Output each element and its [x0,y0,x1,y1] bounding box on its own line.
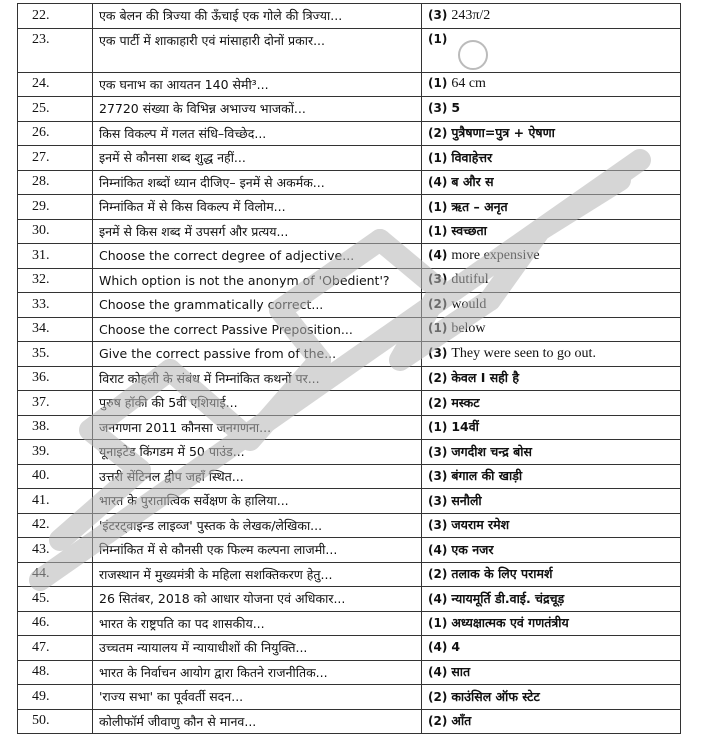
answer-text: न्यायमूर्ति डी.वाई. चंद्रचूड़ [451,590,565,606]
answer-cell [422,464,681,489]
answer-text: more expensive [451,247,540,263]
answer-cell [422,391,681,416]
answer-option: (3) [428,493,448,508]
table-row [18,317,681,342]
table-row [18,244,681,269]
table-row [18,4,681,29]
question-number: 50. [18,709,93,734]
answer-text: 5 [451,100,461,116]
question-text: भारत के पुरातात्विक सर्वेक्षण के हालिया... [93,489,422,514]
answer-text: बंगाल की खाड़ी [451,468,523,484]
table-row [18,28,681,72]
question-number: 32. [18,268,93,293]
answer-option: (3) [428,469,448,484]
answer-cell [422,660,681,685]
answer-cell [422,317,681,342]
question-text: Choose the grammatically correct... [93,293,422,318]
answer-text: मस्कट [451,394,480,410]
answer-cell [422,562,681,587]
answer-text: ब और स [451,174,494,190]
answer-option: (3) [428,272,448,287]
table-row [18,611,681,636]
question-number: 22. [18,4,93,29]
question-text: कोलीफॉर्म जीवाणु कौन से मानव... [93,709,422,734]
table-row [18,391,681,416]
answer-option: (2) [428,371,448,386]
answer-cell [422,587,681,612]
answer-cell [422,415,681,440]
question-text: भारत के राष्ट्रपति का पद शासकीय... [93,611,422,636]
answer-cell [422,219,681,244]
question-text: इनमें से कौनसा शब्द शुद्ध नहीं... [93,146,422,171]
question-text: विराट कोहली के संबंध में निम्नांकित कथनों पर... [93,366,422,391]
question-text: एक घनाभ का आयतन 140 सेमी³... [93,72,422,97]
question-number: 30. [18,219,93,244]
question-text: Choose the correct Passive Preposition... [93,317,422,342]
question-text: निम्नांकित में से कौनसी एक फिल्म कल्पना लाजमी... [93,538,422,563]
table-row [18,268,681,293]
question-text: 27720 संख्या के विभिन्न अभाज्य भाजकों... [93,97,422,122]
answer-text: पुत्रैषणा=पुत्र + ऐषणा [451,125,555,141]
question-number: 23. [18,28,93,72]
answer-option: (4) [428,665,448,680]
answer-option: (4) [428,591,448,606]
question-number: 38. [18,415,93,440]
answer-text: तलाक के लिए परामर्श [451,566,553,582]
answer-cell [422,97,681,122]
table-row [18,170,681,195]
question-text: भारत के निर्वाचन आयोग द्वारा कितने राजनीतिक... [93,660,422,685]
question-text: किस विकल्प में गलत संधि–विच्छेद... [93,121,422,146]
answer-cell [422,685,681,710]
answer-key-sheet [17,3,681,734]
question-text: पुरुष हॉकी की 5वीं एशियाई... [93,391,422,416]
answer-option: (1) [428,321,448,336]
answer-text: 243π/2 [451,7,491,23]
question-text: Choose the correct degree of adjective... [93,244,422,269]
answer-text: dutiful [451,272,489,288]
answer-cell [422,636,681,661]
answer-option: (1) [428,31,448,46]
answer-text: जयराम रमेश [451,517,510,533]
answer-text: 14वीं [451,419,479,435]
table-row [18,660,681,685]
table-row [18,685,681,710]
answer-cell [422,611,681,636]
question-number: 41. [18,489,93,514]
answer-text: केवल I सही है [451,370,520,386]
answer-option: (3) [428,444,448,459]
table-row [18,146,681,171]
question-number: 33. [18,293,93,318]
answer-option: (3) [428,518,448,533]
question-number: 27. [18,146,93,171]
answer-cell [422,195,681,220]
answer-text: would [451,296,487,312]
answer-cell [422,146,681,171]
answer-cell [422,366,681,391]
table-row [18,121,681,146]
answer-cell [422,170,681,195]
answer-cell [422,268,681,293]
answer-text: अध्यक्षात्मक एवं गणतंत्रीय [451,615,569,631]
table-row [18,342,681,367]
answer-text: स्वच्छता [451,223,487,239]
question-number: 34. [18,317,93,342]
table-row [18,440,681,465]
table-row [18,538,681,563]
table-row [18,587,681,612]
question-number: 35. [18,342,93,367]
answer-text: 64 cm [451,76,486,92]
question-number: 43. [18,538,93,563]
answer-option: (3) [428,7,448,22]
answer-option: (2) [428,395,448,410]
answer-cell [422,538,681,563]
table-row [18,72,681,97]
answer-option: (3) [428,101,448,116]
question-number: 25. [18,97,93,122]
question-text: 'राज्य सभा' का पूर्ववर्ती सदन... [93,685,422,710]
answer-cell [422,342,681,367]
question-number: 29. [18,195,93,220]
answer-option: (4) [428,640,448,655]
question-text: निम्नांकित शब्दों ध्यान दीजिए– इनमें से अकर्मक... [93,170,422,195]
answer-text: below [451,321,486,337]
question-number: 24. [18,72,93,97]
question-number: 49. [18,685,93,710]
answer-cell [422,293,681,318]
answer-key-rows [18,4,681,734]
table-row [18,97,681,122]
answer-text: विवाहेत्तर [451,149,493,165]
answer-text: सात [451,664,471,680]
answer-cell [422,440,681,465]
question-text: एक बेलन की त्रिज्या की ऊँचाई एक गोले की त्रिज्या... [93,4,422,29]
answer-text: They were seen to go out. [451,345,596,361]
question-number: 47. [18,636,93,661]
question-text: निम्नांकित में से किस विकल्प में विलोम... [93,195,422,220]
question-text: इनमें से किस शब्द में उपसर्ग और प्रत्यय... [93,219,422,244]
answer-text: जगदीश चन्द्र बोस [451,443,532,459]
answer-option: (1) [428,150,448,165]
question-number: 37. [18,391,93,416]
table-row [18,709,681,734]
table-row [18,415,681,440]
table-row [18,219,681,244]
question-number: 26. [18,121,93,146]
answer-cell [422,709,681,734]
question-text: यूनाइटेड किंगडम में 50 पाउंड... [93,440,422,465]
question-text: राजस्थान में मुख्यमंत्री के महिला सशक्तिकरण हेतु... [93,562,422,587]
answer-cell [422,489,681,514]
table-row [18,464,681,489]
answer-option: (2) [428,714,448,729]
answer-option: (2) [428,296,448,311]
question-number: 31. [18,244,93,269]
answer-cell [422,4,681,29]
answer-cell [422,72,681,97]
answer-cell [422,121,681,146]
answer-cell [422,513,681,538]
question-text: Give the correct passive from of the... [93,342,422,367]
question-text: जनगणना 2011 कौनसा जनगणना... [93,415,422,440]
question-number: 36. [18,366,93,391]
question-number: 46. [18,611,93,636]
question-number: 28. [18,170,93,195]
answer-option: (3) [428,345,448,360]
question-text: 26 सितंबर, 2018 को आधार योजना एवं अधिकार... [93,587,422,612]
question-number: 48. [18,660,93,685]
question-text: उत्तरी सेंटिनल द्वीप जहाँ स्थित... [93,464,422,489]
answer-text: काउंसिल ऑफ स्टेट [451,688,540,704]
table-row [18,489,681,514]
table-row [18,513,681,538]
table-row [18,293,681,318]
answer-option: (4) [428,247,448,262]
table-row [18,636,681,661]
answer-key-table [17,3,681,734]
answer-option: (2) [428,126,448,141]
question-number: 44. [18,562,93,587]
answer-option: (1) [428,76,448,91]
question-number: 42. [18,513,93,538]
answer-option: (2) [428,567,448,582]
question-text: उच्चतम न्यायालय में न्यायाधीशों की नियुक्ति... [93,636,422,661]
answer-cell [422,244,681,269]
answer-text: ऋत – अनृत [451,198,508,214]
answer-text: सनौली [451,492,482,508]
answer-option: (1) [428,420,448,435]
answer-option: (4) [428,175,448,190]
question-number: 39. [18,440,93,465]
answer-text: 4 [451,639,461,655]
question-number: 45. [18,587,93,612]
answer-option: (4) [428,542,448,557]
answer-option: (1) [428,224,448,239]
question-number: 40. [18,464,93,489]
answer-option: (1) [428,616,448,631]
answer-text: एक नजर [451,541,494,557]
circle-stamp-icon [458,40,488,70]
table-row [18,562,681,587]
question-text: Which option is not the anonym of 'Obedient'? [93,268,422,293]
answer-text: आँत [451,713,472,729]
question-text: 'इंटरट्वाइन्ड लाइव्ज' पुस्तक के लेखक/लेखिका... [93,513,422,538]
table-row [18,195,681,220]
table-row [18,366,681,391]
answer-option: (1) [428,199,448,214]
answer-option: (2) [428,689,448,704]
question-text: एक पार्टी में शाकाहारी एवं मांसाहारी दोनों प्रकार... [93,28,422,72]
